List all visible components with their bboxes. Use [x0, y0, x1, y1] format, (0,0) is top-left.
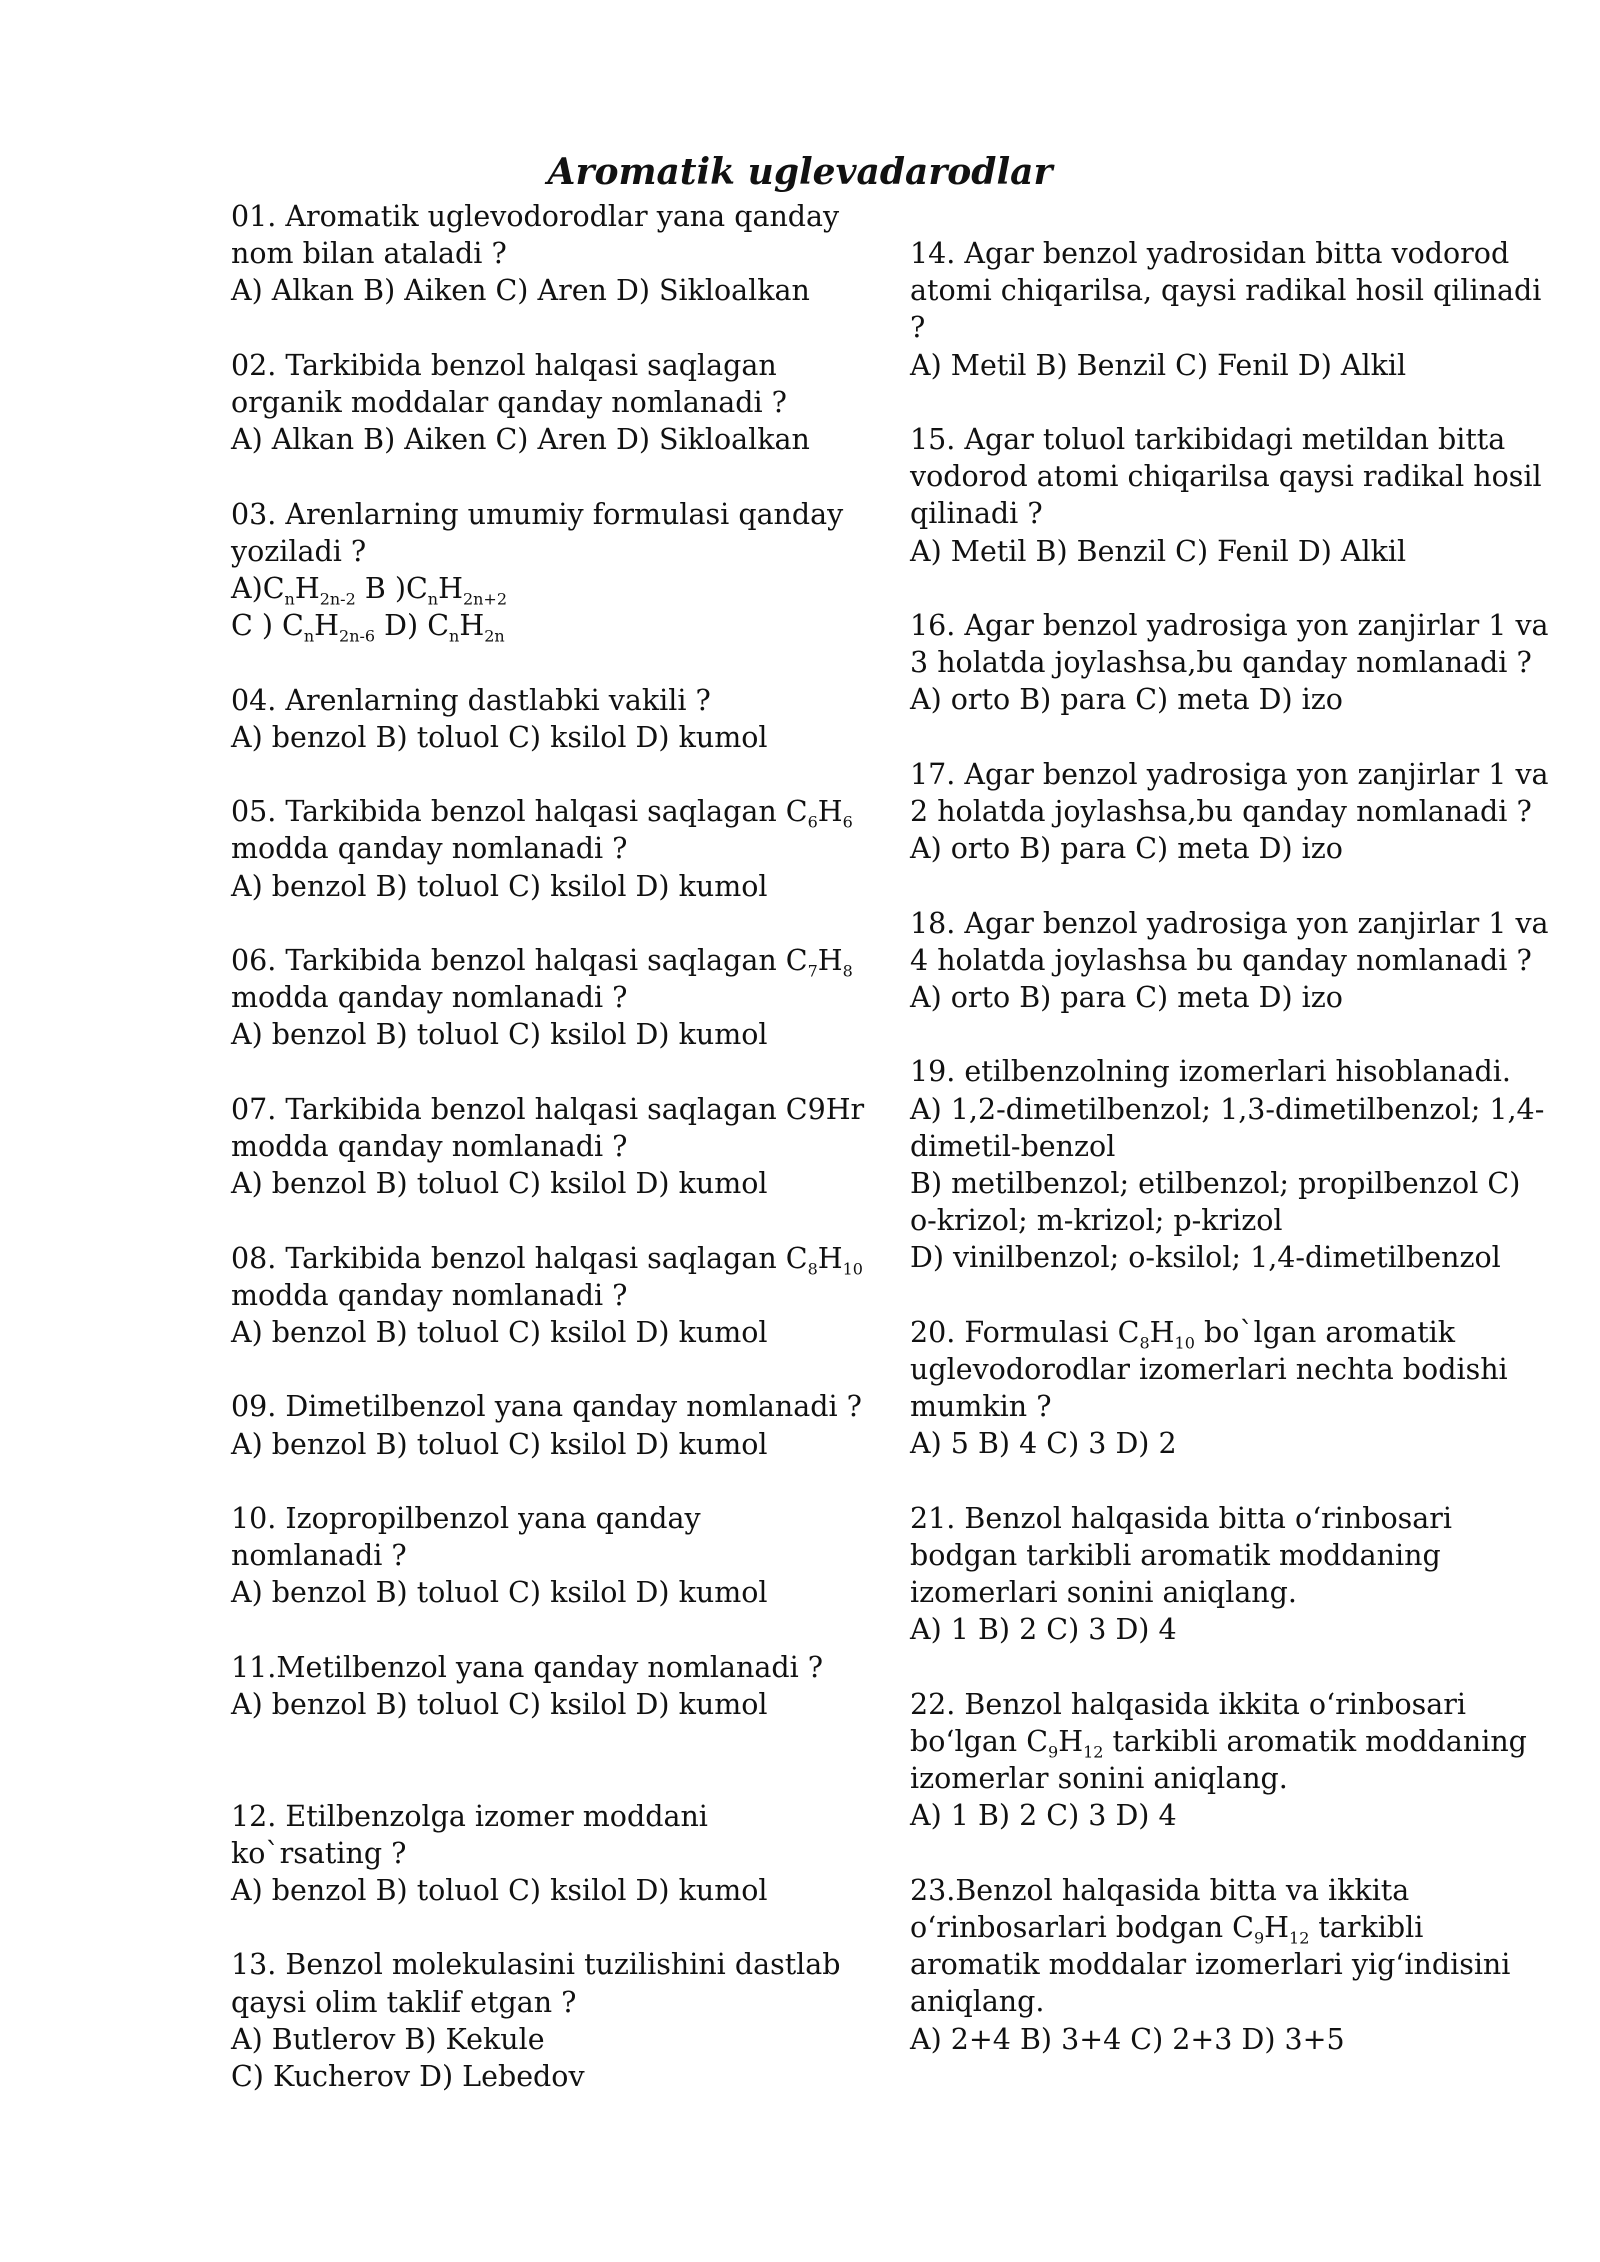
question-text-line: modda qanday nomlanadi ?: [231, 981, 628, 1015]
question-text-line: mumkin ?: [910, 1390, 1052, 1424]
question-block: [231, 793, 853, 905]
question-text-line: 4 holatda joylashsa bu qanday nomlanadi ?: [910, 943, 1532, 977]
formula-subscript: n: [427, 589, 439, 609]
answer-options-line: [231, 607, 831, 644]
answer-options-line: A) 1 B) 2 C) 3 D) 4: [910, 1799, 1177, 1833]
formula-subscript: 2n+2: [462, 589, 508, 609]
question-text-line: 14. Agar benzol yadrosidan bitta vodorod: [910, 237, 1510, 270]
answer-options-line: A) orto B) para C) meta D) izo: [910, 832, 1343, 866]
formula-subscript: 8: [842, 961, 853, 981]
question-text-line: atomi chiqarilsa, qaysi radikal hosil qilinadi: [910, 274, 1542, 308]
formula-text: 06. Tarkibida benzol halqasi saqlagan C: [231, 943, 808, 977]
question-text-line: organik moddalar qanday nomlanadi ?: [231, 386, 787, 419]
question-text-line: yoziladi ?: [231, 534, 367, 568]
formula-subscript: 6: [842, 812, 853, 832]
spacer: [910, 867, 1500, 904]
spacer: [231, 1723, 831, 1797]
formula-subscript: 7: [807, 961, 818, 981]
question-text-line: modda qanday nomlanadi ?: [231, 832, 628, 866]
answer-options-line: A) benzol B) toluol C) ksilol D) kumol: [231, 720, 768, 754]
question-text-line: 19. etilbenzolning izomerlari hisoblanadi.: [910, 1055, 1511, 1089]
question-text-line: 17. Agar benzol yadrosiga yon zanjirlar 1 va: [910, 757, 1549, 791]
spacer: [910, 1835, 1500, 1872]
question-text-line: vodorod atomi chiqarilsa qaysi radikal hosil: [910, 460, 1542, 494]
spacer: [231, 458, 831, 495]
question-text-line: o-krizol; m-krizol; p-krizol: [910, 1204, 1283, 1238]
formula-text: H: [817, 795, 843, 829]
spacer: [910, 1649, 1500, 1686]
spacer: [231, 1351, 831, 1388]
question-block: [231, 198, 840, 310]
question-block: [231, 942, 853, 1054]
answer-options-line: A) benzol B) toluol C) ksilol D) kumol: [231, 1687, 768, 1721]
answer-options-line: D) vinilbenzol; o-ksilol; 1,4-dimetilbenzol: [910, 1241, 1501, 1275]
answer-options-line: A) Metil B) Benzil C) Fenil D) Alkil: [910, 348, 1407, 382]
answer-options-line: A) Alkan B) Aiken C) Aren D) Sikloalkan: [231, 423, 810, 457]
left-question-column: [231, 198, 865, 2095]
formula-text: bo`lgan aromatik: [1194, 1315, 1455, 1349]
question-text-line: modda qanday nomlanadi ?: [231, 1278, 628, 1312]
question-text-line: [231, 1240, 863, 1279]
formula-text: 05. Tarkibida benzol halqasi saqlagan C: [231, 795, 808, 829]
question-text-line: 03. Arenlarning umumiy formulasi qanday: [231, 497, 844, 531]
formula-text: H: [817, 1241, 843, 1275]
question-block: [231, 682, 831, 756]
formula-subscript: 2n-6: [339, 626, 376, 646]
formula-subscript: 10: [842, 1259, 863, 1279]
formula-text: H: [1264, 1911, 1290, 1944]
formula-text: bo‘lgan C: [910, 1725, 1049, 1758]
question-text-line: [231, 793, 853, 832]
question-text-line: 3 holatda joylashsa,bu qanday nomlanadi ?: [910, 646, 1532, 680]
answer-options-line: [231, 570, 831, 607]
question-block: [231, 496, 844, 646]
answer-options-line: A) Butlerov B) Kekule: [231, 2022, 545, 2056]
question-text-line: qilinadi ?: [910, 497, 1043, 531]
spacer: [231, 1054, 831, 1091]
spacer: [231, 1612, 831, 1649]
question-text-line: [910, 1314, 1500, 1351]
formula-text: C ) C: [231, 609, 304, 643]
question-block: [231, 1388, 862, 1462]
question-text-line: 22. Benzol halqasida ikkita o‘rinbosari: [910, 1687, 1466, 1721]
spacer: [231, 1202, 831, 1239]
question-text-line: dimetil-benzol: [910, 1129, 1116, 1163]
formula-subscript: 12: [1289, 1928, 1310, 1948]
answer-options-line: A) orto B) para C) meta D) izo: [910, 981, 1343, 1014]
spacer: [910, 1463, 1500, 1500]
formula-subscript: 8: [1139, 1333, 1150, 1353]
question-text-line: [910, 1909, 1500, 1946]
formula-text: H: [314, 609, 340, 643]
formula-text: A)C: [231, 572, 285, 605]
question-block: [231, 347, 831, 459]
question-block: [231, 1946, 841, 2095]
question-text-line: 07. Tarkibida benzol halqasi saqlagan C9Hr: [231, 1092, 865, 1126]
question-text-line: 11.Metilbenzol yana qanday nomlanadi ?: [231, 1650, 824, 1684]
formula-subscript: 9: [1253, 1928, 1265, 1948]
question-block: [231, 1649, 831, 1723]
answer-options-line: A) benzol B) toluol C) ksilol D) kumol: [231, 1427, 768, 1461]
question-text-line: 12. Etilbenzolga izomer moddani: [231, 1799, 708, 1833]
answer-options-line: A) 2+4 B) 3+4 C) 2+3 D) 3+5: [910, 2022, 1345, 2056]
formula-text: B )C: [355, 572, 428, 605]
formula-text: o‘rinbosarlari bodgan C: [910, 1911, 1254, 1944]
question-block: [910, 756, 1549, 868]
spacer: [910, 384, 1500, 421]
question-block: [231, 1240, 863, 1352]
question-text-line: izomerlar sonini aniqlang.: [910, 1762, 1288, 1796]
answer-options-line: A) benzol B) toluol C) ksilol D) kumol: [231, 869, 768, 903]
formula-subscript: 6: [807, 812, 818, 832]
formula-subscript: 12: [1083, 1742, 1104, 1762]
page-title: Aromatik uglevadarodlar: [547, 151, 1053, 193]
formula-text: H: [1149, 1315, 1175, 1349]
question-block: [910, 1872, 1511, 2058]
spacer: [231, 905, 831, 942]
formula-text: H: [438, 572, 463, 605]
formula-subscript: 2n-2: [319, 589, 356, 609]
spacer: [910, 1016, 1500, 1053]
answer-options-line: A) benzol B) toluol C) ksilol D) kumol: [231, 1018, 768, 1052]
answer-options-line: A) 1 B) 2 C) 3 D) 4: [910, 1613, 1177, 1647]
question-text-line: modda qanday nomlanadi ?: [231, 1129, 628, 1163]
question-text-line: 16. Agar benzol yadrosiga yon zanjirlar 1 va: [910, 609, 1549, 642]
answer-options-line: A) benzol B) toluol C) ksilol D) kumol: [231, 1315, 768, 1349]
formula-subscript: 8: [807, 1259, 818, 1279]
formula-text: H: [817, 943, 843, 977]
spacer: [231, 1463, 831, 1500]
question-text-line: [910, 1723, 1527, 1762]
formula-text: tarkibli: [1309, 1911, 1424, 1944]
answer-options-line: A) Metil B) Benzil C) Fenil D) Alkil: [910, 534, 1407, 568]
formula-text: D) C: [375, 609, 450, 643]
question-block: [910, 905, 1549, 1017]
formula-text: H: [1058, 1725, 1084, 1758]
question-text-line: aromatik moddalar izomerlari yig‘indisini: [910, 1948, 1511, 1982]
question-text-line: 09. Dimetilbenzol yana qanday nomlanadi ?: [231, 1390, 862, 1424]
answer-options-line: C) Kucherov D) Lebedov: [231, 2059, 585, 2093]
question-block: [910, 1053, 1545, 1276]
formula-subscript: n: [284, 589, 295, 609]
formula-text: 08. Tarkibida benzol halqasi saqlagan C: [231, 1241, 808, 1275]
formula-text: H: [459, 609, 485, 643]
question-text-line: [231, 942, 853, 981]
formula-subscript: n: [303, 626, 315, 646]
formula-subscript: 10: [1174, 1333, 1195, 1353]
question-text-line: ko`rsating ?: [231, 1836, 407, 1870]
question-block: [910, 1686, 1527, 1835]
answer-options-line: B) metilbenzol; etilbenzol; propilbenzol C): [910, 1167, 1521, 1200]
question-text-line: nomlanadi ?: [231, 1539, 407, 1573]
formula-subscript: n: [449, 626, 460, 646]
question-text-line: nom bilan ataladi ?: [231, 237, 507, 271]
question-block: [910, 607, 1549, 719]
answer-options-line: A) orto B) para C) meta D) izo: [910, 683, 1343, 717]
answer-options-line: A) benzol B) toluol C) ksilol D) kumol: [231, 1167, 768, 1201]
question-text-line: aniqlang.: [910, 1985, 1045, 2019]
question-text-line: 15. Agar toluol tarkibidagi metildan bitta: [910, 423, 1506, 456]
spacer: [910, 719, 1500, 756]
question-block: [910, 1314, 1508, 1463]
spacer: [231, 310, 831, 347]
question-text-line: 04. Arenlarning dastlabki vakili ?: [231, 683, 711, 717]
question-text-line: uglevodorodlar izomerlari nechta bodishi: [910, 1353, 1508, 1386]
answer-options-line: A) 5 B) 4 C) 3 D) 2: [910, 1427, 1177, 1461]
question-text-line: 23.Benzol halqasida bitta va ikkita: [910, 1873, 1410, 1907]
question-text-line: 01. Aromatik uglevodorodlar yana qanday: [231, 200, 840, 233]
question-text-line: bodgan tarkibli aromatik moddaning: [910, 1539, 1441, 1572]
question-text-line: 10. Izopropilbenzol yana qanday: [231, 1501, 701, 1535]
question-text-line: 02. Tarkibida benzol halqasi saqlagan: [231, 348, 777, 382]
right-question-column: [910, 235, 1549, 2058]
spacer: [910, 1277, 1500, 1314]
formula-subscript: 9: [1048, 1742, 1059, 1762]
question-text-line: 13. Benzol molekulasini tuzilishini dastlab: [231, 1948, 841, 1982]
spacer: [910, 570, 1500, 607]
question-block: [231, 1091, 865, 1203]
question-text-line: 21. Benzol halqasida bitta o‘rinbosari: [910, 1501, 1453, 1535]
formula-subscript: 2n: [484, 626, 505, 646]
question-text-line: izomerlari sonini aniqlang.: [910, 1576, 1297, 1610]
formula-text: 20. Formulasi C: [910, 1315, 1140, 1349]
question-block: [910, 235, 1542, 384]
question-text-line: 18. Agar benzol yadrosiga yon zanjirlar 1 va: [910, 906, 1549, 940]
answer-options-line: A) benzol B) toluol C) ksilol D) kumol: [231, 1576, 768, 1610]
spacer: [231, 756, 831, 793]
answer-options-line: A) Alkan B) Aiken C) Aren D) Sikloalkan: [231, 274, 810, 308]
spacer: [231, 1909, 831, 1946]
question-block: [231, 1500, 831, 1612]
question-text-line: qaysi olim taklif etgan ?: [231, 1985, 577, 2019]
spacer: [231, 644, 831, 681]
question-block: [231, 1798, 831, 1910]
formula-text: H: [294, 572, 320, 605]
answer-options-line: A) 1,2-dimetilbenzol; 1,3-dimetilbenzol; 1,4-: [910, 1092, 1545, 1126]
question-text-line: 2 holatda joylashsa,bu qanday nomlanadi ?: [910, 795, 1532, 828]
question-block: [910, 421, 1542, 570]
answer-options-line: A) benzol B) toluol C) ksilol D) kumol: [231, 1873, 768, 1907]
question-text-line: ?: [910, 311, 926, 345]
formula-text: tarkibli aromatik moddaning: [1103, 1725, 1527, 1758]
question-block: [910, 1500, 1500, 1649]
